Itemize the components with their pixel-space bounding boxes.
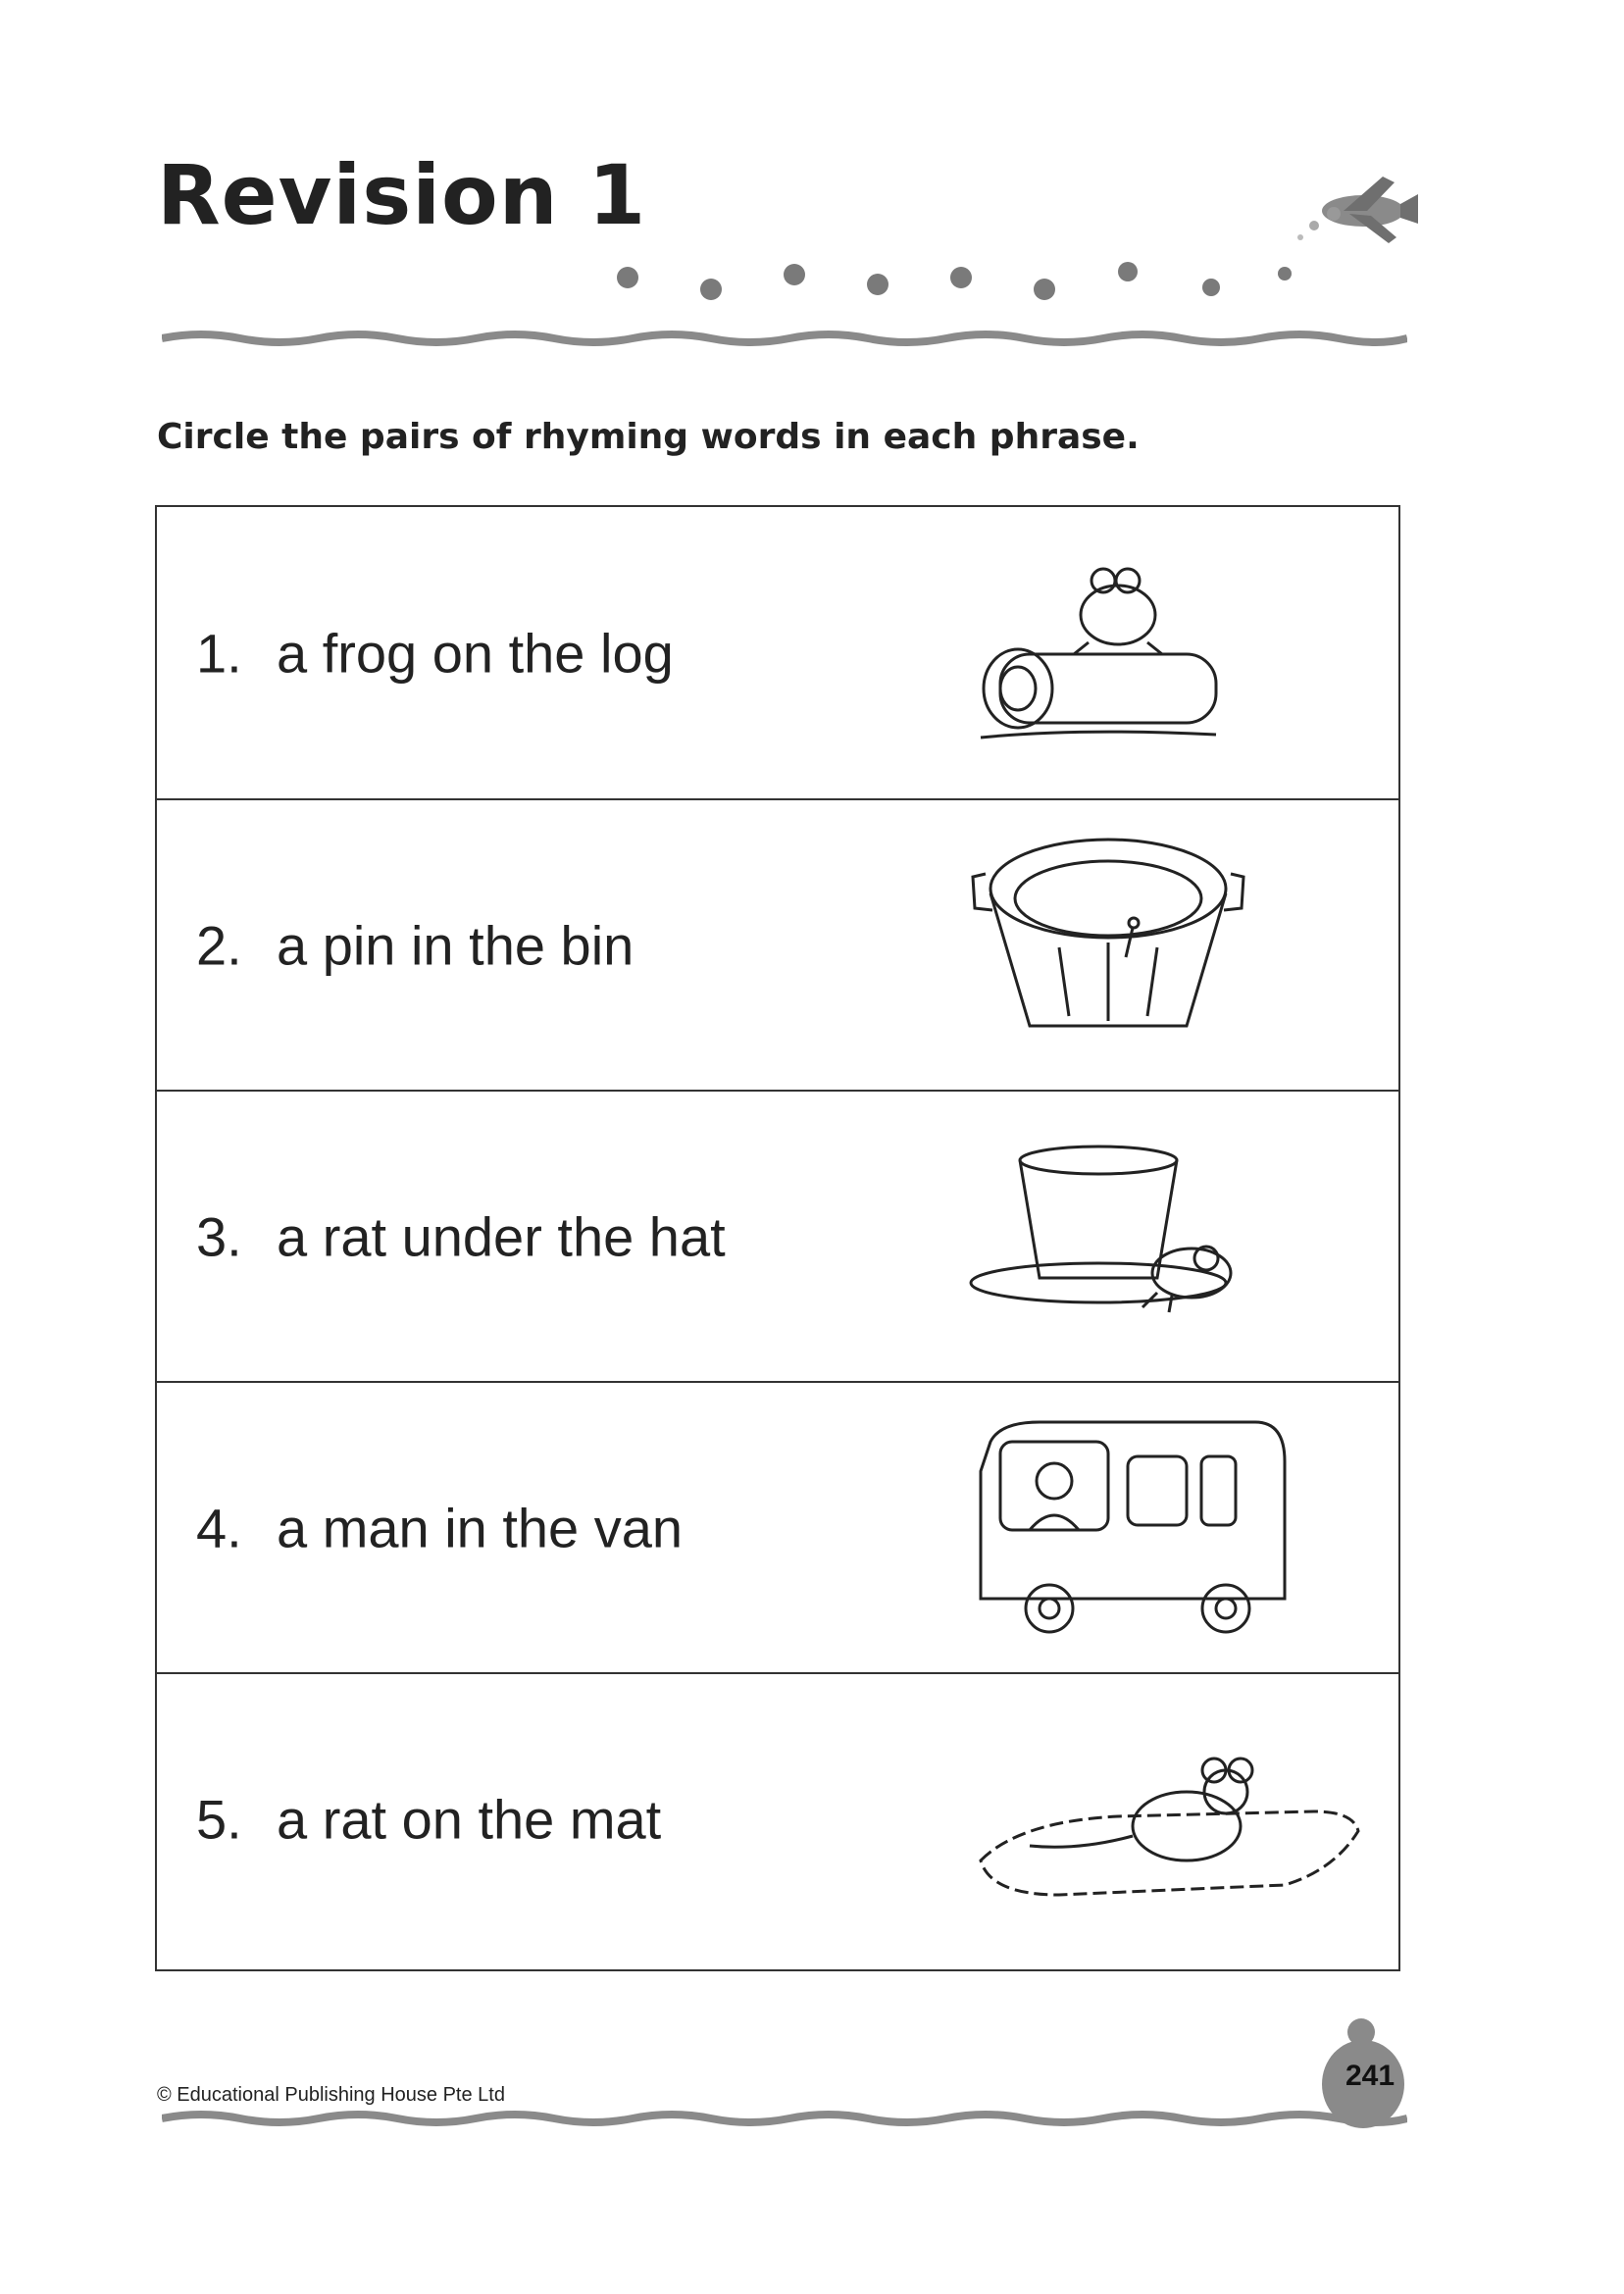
item-number: 1. [196, 622, 242, 684]
page-title: Revision 1 [157, 147, 647, 243]
item-phrase: a rat on the mat [277, 1788, 662, 1850]
exercise-row [157, 507, 1398, 798]
item-phrase: a pin in the bin [277, 914, 634, 976]
copyright-text: © Educational Publishing House Pte Ltd [157, 2084, 505, 2106]
decorative-divider [162, 329, 1407, 346]
exercise-table [155, 505, 1400, 1971]
item-number: 5. [196, 1788, 242, 1850]
instruction-text: Circle the pairs of rhyming words in each phrase. [157, 417, 1140, 457]
item-number: 2. [196, 914, 242, 976]
item-number: 4. [196, 1497, 242, 1558]
exercise-row [157, 798, 1398, 1090]
item-phrase: a frog on the log [277, 622, 674, 684]
exercise-row [157, 1672, 1398, 1963]
page-number: 241 [1345, 2060, 1396, 2092]
item-number: 3. [196, 1205, 242, 1267]
frog-on-log-icon [961, 527, 1275, 762]
airplane-icon [1285, 167, 1422, 255]
item-phrase: a man in the van [277, 1497, 684, 1558]
rat-on-mat-icon [961, 1694, 1373, 1929]
rat-under-hat-icon [961, 1111, 1275, 1347]
exercise-row [157, 1090, 1398, 1381]
item-phrase: a rat under the hat [277, 1205, 726, 1267]
flower-trail-decoration [608, 250, 1314, 309]
decorative-divider [162, 2109, 1407, 2126]
exercise-row [157, 1381, 1398, 1672]
bin-with-pin-icon [961, 820, 1275, 1055]
man-in-van-icon [961, 1402, 1294, 1657]
